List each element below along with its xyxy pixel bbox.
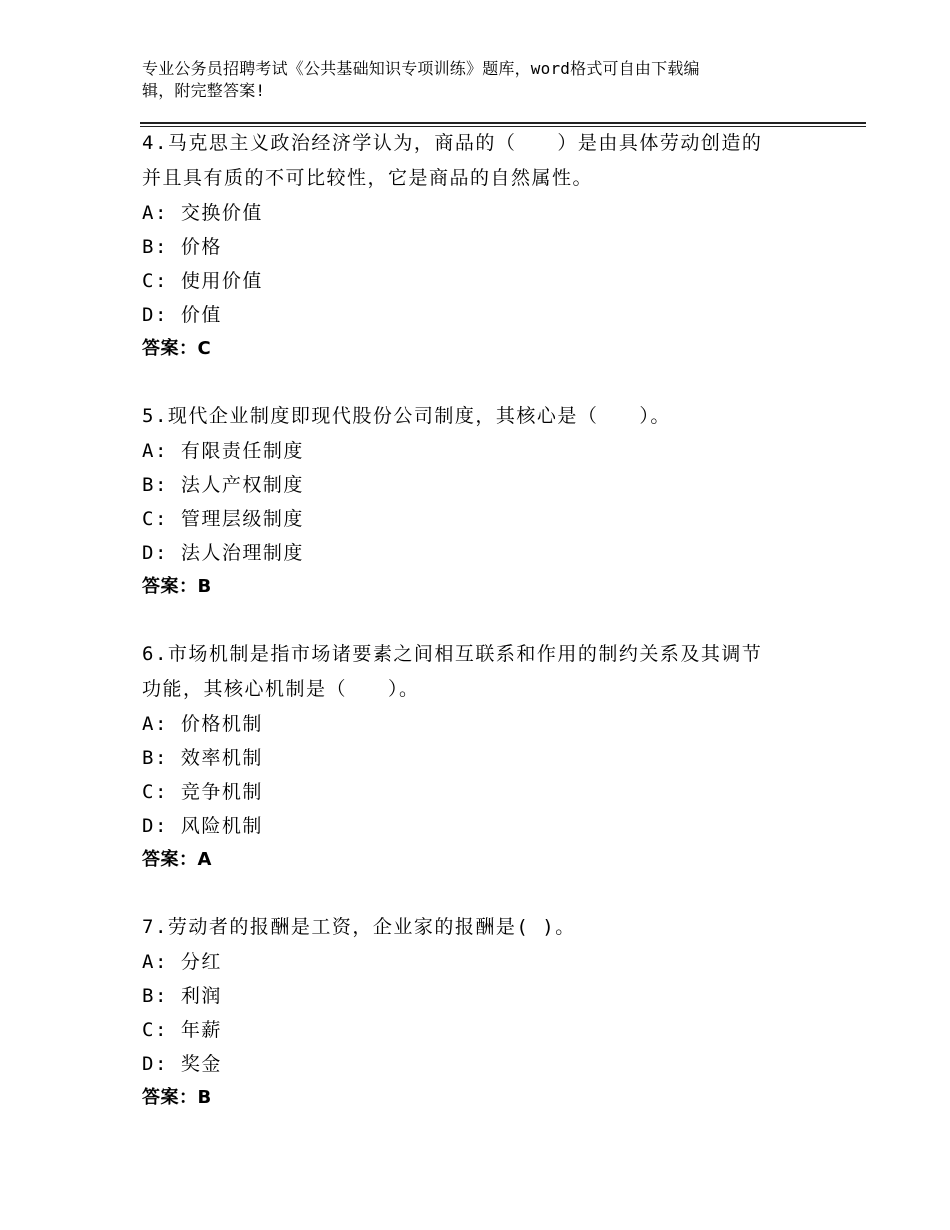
option-a: A: 交换价值 bbox=[142, 202, 263, 224]
option-a: A: 有限责任制度 bbox=[142, 440, 304, 462]
answer-label: 答案：B bbox=[142, 1087, 212, 1108]
option-b: B: 价格 bbox=[142, 236, 222, 258]
option-b: B: 法人产权制度 bbox=[142, 474, 304, 496]
question-5 bbox=[142, 399, 812, 604]
answer-label: 答案：A bbox=[142, 849, 212, 870]
answer-label: 答案：C bbox=[142, 338, 212, 359]
question-stem-line-1: 5.现代企业制度即现代股份公司制度，其核心是（ ）。 bbox=[142, 405, 671, 427]
option-c: C: 年薪 bbox=[142, 1019, 222, 1041]
answer-label: 答案：B bbox=[142, 576, 212, 597]
option-b: B: 效率机制 bbox=[142, 747, 263, 769]
document-header bbox=[142, 58, 792, 102]
question-stem-line-1: 6.市场机制是指市场诸要素之间相互联系和作用的制约关系及其调节 bbox=[142, 643, 763, 665]
option-c: C: 使用价值 bbox=[142, 270, 263, 292]
option-a: A: 分红 bbox=[142, 951, 222, 973]
question-6 bbox=[142, 637, 812, 877]
question-7 bbox=[142, 910, 812, 1115]
header-line-2: 辑，附完整答案! bbox=[142, 81, 266, 100]
header-line-1: 专业公务员招聘考试《公共基础知识专项训练》题库，word格式可自由下载编 bbox=[142, 59, 700, 78]
option-d: D: 奖金 bbox=[142, 1053, 222, 1075]
option-c: C: 管理层级制度 bbox=[142, 508, 304, 530]
question-stem-line-2: 功能，其核心机制是（ ）。 bbox=[142, 678, 420, 700]
option-d: D: 风险机制 bbox=[142, 815, 263, 837]
header-divider-thick bbox=[140, 122, 866, 124]
option-d: D: 法人治理制度 bbox=[142, 542, 304, 564]
question-stem-line-1: 4.马克思主义政治经济学认为，商品的（ ）是由具体劳动创造的 bbox=[142, 132, 763, 154]
question-stem-line-2: 并且具有质的不可比较性，它是商品的自然属性。 bbox=[142, 167, 594, 189]
option-c: C: 竞争机制 bbox=[142, 781, 263, 803]
option-b: B: 利润 bbox=[142, 985, 222, 1007]
option-d: D: 价值 bbox=[142, 304, 222, 326]
option-a: A: 价格机制 bbox=[142, 713, 263, 735]
question-4 bbox=[142, 126, 812, 366]
question-stem-line-1: 7.劳动者的报酬是工资，企业家的报酬是( )。 bbox=[142, 916, 576, 938]
